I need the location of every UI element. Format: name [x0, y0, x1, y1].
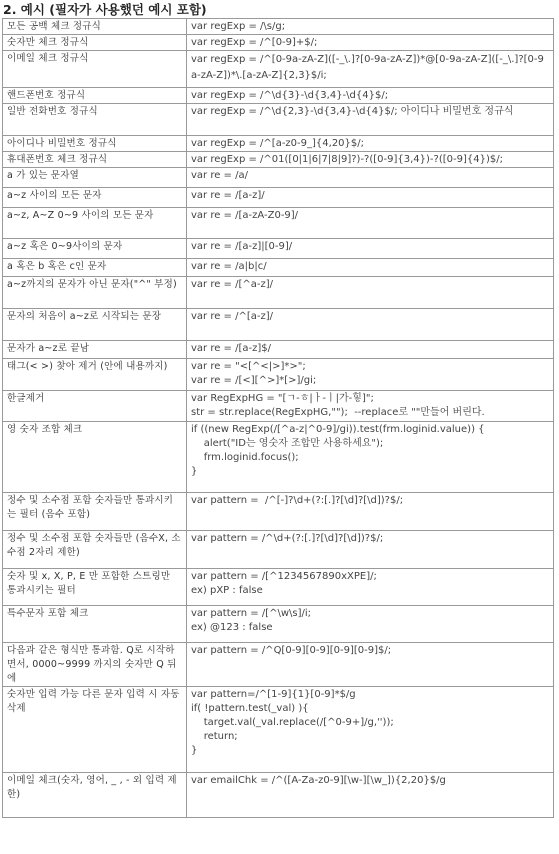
table-row: [3, 773, 554, 818]
row-code: [187, 51, 554, 88]
row-label: a~z 사이의 모든 문자: [3, 188, 187, 208]
table-row: [3, 188, 554, 208]
row-label: 다음과 같은 형식만 통과함. Q로 시작하면서, 0000~9999 까지의 숫자만 Q 뒤에: [3, 643, 187, 687]
code-line: var re = /a/: [191, 170, 248, 181]
code-line: var regExp = /^[0-9]+$/;: [191, 37, 318, 48]
row-label: a 혹은 b 혹은 c인 문자: [3, 259, 187, 277]
code-line: target.val(_val.replace(/[^0-9+]/g,''));: [191, 717, 394, 728]
row-label: 문자의 처음이 a~z로 시작되는 문장: [3, 309, 187, 341]
row-label: 아이디나 비밀번호 정규식: [3, 136, 187, 152]
regex-example-table: [2, 18, 554, 818]
row-code: [187, 531, 554, 569]
row-label: 이메일 체크(숫자, 영어, _ , - 외 입력 제한): [3, 773, 187, 818]
row-label: 한글제거: [3, 391, 187, 422]
row-label: 숫자 및 x, X, P, E 만 포함한 스트링만 통과시키는 필터: [3, 569, 187, 606]
code-line: var re = /[<][^>]*[>]/gi;: [191, 375, 317, 386]
row-label: 태그(< >) 찾아 제거 (안에 내용까지): [3, 359, 187, 391]
table-row: [3, 19, 554, 35]
row-code: [187, 687, 554, 773]
table-row: [3, 341, 554, 359]
row-code: [187, 208, 554, 239]
table-row: [3, 493, 554, 531]
table-row: [3, 35, 554, 51]
row-code: [187, 188, 554, 208]
row-label: 모든 공백 체크 정규식: [3, 19, 187, 35]
row-code: [187, 359, 554, 391]
row-code: [187, 643, 554, 687]
row-code: [187, 35, 554, 51]
code-line: var re = /[a-z]/: [191, 190, 265, 201]
code-line: var re = /a|b|c/: [191, 261, 267, 272]
code-line: var re = /[^a-z]/: [191, 279, 274, 290]
row-label: a~z, A~Z 0~9 사이의 모든 문자: [3, 208, 187, 239]
table-row: [3, 136, 554, 152]
row-code: [187, 168, 554, 188]
row-label: 핸드폰번호 정규식: [3, 88, 187, 104]
row-code: [187, 136, 554, 152]
code-line: var regExp = /^[0-9a-zA-Z]([-_\.]?[0-9a-zA-Z])*@[0-9a-zA-Z]([-_\.]?[0-9a-zA-Z])*\.[a-zA-Z]{2,3}$/i;: [191, 54, 544, 81]
row-label: 숫자만 입력 가능 다른 문자 입력 시 자동 삭제: [3, 687, 187, 773]
code-line: ex) @123 : false: [191, 622, 273, 633]
table-row: [3, 531, 554, 569]
row-code: [187, 152, 554, 168]
row-code: [187, 606, 554, 643]
row-label: 문자가 a~z로 끝남: [3, 341, 187, 359]
code-line: var pattern = /[^\w\s]/i;: [191, 608, 312, 619]
row-code: [187, 277, 554, 309]
row-label: 휴대폰번호 체크 정규식: [3, 152, 187, 168]
code-line: var pattern = /^\d+(?:[.]?[\d]?[\d])?$/;: [191, 533, 384, 544]
table-row: [3, 422, 554, 493]
code-line: var pattern = /[^1234567890xXPE]/;: [191, 571, 377, 582]
code-line: var regExp = /^[a-z0-9_]{4,20}$/;: [191, 138, 365, 149]
row-code: [187, 493, 554, 531]
row-label: a~z 혹은 0~9사이의 문자: [3, 239, 187, 259]
row-label: a 가 있는 문자열: [3, 168, 187, 188]
row-code: [187, 104, 554, 136]
row-code: [187, 88, 554, 104]
code-line: var regExp = /^01([0|1|6|7|8|9]?)-?([0-9]{3,4})-?([0-9]{4})$/;: [191, 154, 503, 165]
row-code: [187, 309, 554, 341]
table-row: [3, 104, 554, 136]
code-line: var regExp = /^\d{3}-\d{3,4}-\d{4}$/;: [191, 90, 389, 101]
row-code: [187, 239, 554, 259]
code-line: if ((new RegExp(/[^a-z|^0-9]/gi)).test(frm.loginid.value)) {: [191, 424, 485, 435]
row-code: [187, 422, 554, 493]
code-line: var regExp = /^\d{2,3}-\d{3,4}-\d{4}$/; 아이디나 비밀번호 정규식: [191, 106, 514, 117]
code-line: var RegExpHG = "[ㄱ-ㅎ|ㅏ-ㅣ|가-힣]";: [191, 393, 374, 404]
table-row: [3, 569, 554, 606]
table-row: [3, 51, 554, 88]
table-row: [3, 88, 554, 104]
row-label: 이메일 체크 정규식: [3, 51, 187, 88]
row-label: a~z까지의 문자가 아닌 문자("^" 부정): [3, 277, 187, 309]
code-line: alert("ID는 영숫자 조합만 사용하세요");: [191, 438, 384, 449]
code-line: var re = /[a-zA-Z0-9]/: [191, 210, 299, 221]
row-label: 정수 및 소수점 포함 숫자들만 (음수X, 소수점 2자리 제한): [3, 531, 187, 569]
table-row: [3, 277, 554, 309]
row-label: 숫자만 체크 정규식: [3, 35, 187, 51]
code-line: str = str.replace(RegExpHG,""); --replace로 ""만들어 버린다.: [191, 407, 485, 418]
table-row: [3, 359, 554, 391]
table-row: [3, 152, 554, 168]
code-line: ex) pXP : false: [191, 585, 263, 596]
table-row: [3, 168, 554, 188]
code-line: var emailChk = /^([A-Za-z0-9][\w-][\w_]){2,20}$/g: [191, 775, 446, 786]
code-line: var regExp = /\s/g;: [191, 21, 286, 32]
code-line: }: [191, 745, 198, 756]
row-code: [187, 19, 554, 35]
code-line: var re = /[a-z]$/: [191, 343, 272, 354]
page-title: 2. 예시 (필자가 사용했던 예시 포함): [3, 2, 207, 17]
row-label: 특수문자 포함 체크: [3, 606, 187, 643]
table-row: [3, 687, 554, 773]
code-line: if( !pattern.test(_val) ){: [191, 703, 309, 714]
row-code: [187, 569, 554, 606]
row-label: 일반 전화번호 정규식: [3, 104, 187, 136]
table-row: [3, 239, 554, 259]
row-code: [187, 773, 554, 818]
code-line: var re = /^[a-z]/: [191, 311, 274, 322]
row-code: [187, 391, 554, 422]
row-code: [187, 259, 554, 277]
code-line: var re = /[a-z]|[0-9]/: [191, 241, 293, 252]
code-line: return;: [191, 731, 238, 742]
table-row: [3, 643, 554, 687]
table-row: [3, 309, 554, 341]
code-line: var pattern = /^Q[0-9][0-9][0-9][0-9]$/;: [191, 645, 392, 656]
code-line: var pattern = /^[-]?\d+(?:[.]?[\d]?[\d])?$/;: [191, 495, 404, 506]
row-label: 정수 및 소수점 포함 숫자들만 통과시키는 필터 (음수 포함): [3, 493, 187, 531]
row-label: 영 숫자 조합 체크: [3, 422, 187, 493]
code-line: var re = "<[^<|>]*>";: [191, 361, 306, 372]
table-row: [3, 606, 554, 643]
row-code: [187, 341, 554, 359]
table-row: [3, 259, 554, 277]
code-line: var pattern=/^[1-9]{1}[0-9]*$/g: [191, 689, 356, 700]
code-line: }: [191, 466, 198, 477]
code-line: frm.loginid.focus();: [191, 452, 299, 463]
table-row: [3, 391, 554, 422]
table-row: [3, 208, 554, 239]
